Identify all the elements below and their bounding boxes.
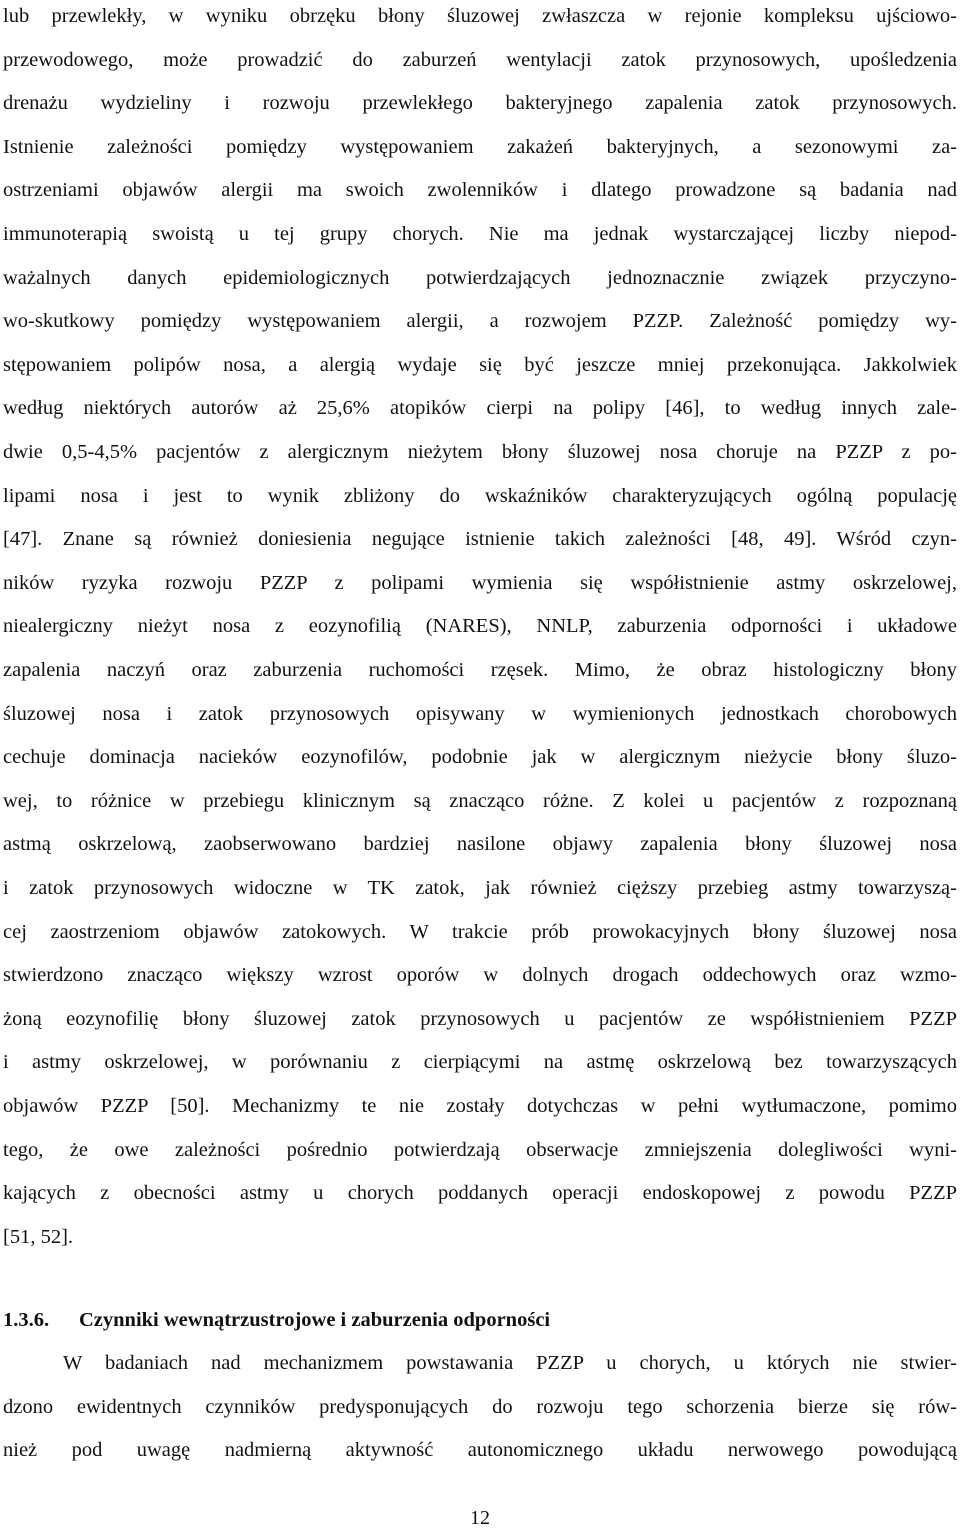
text-line: dwie 0,5-4,5% pacjentów z alergicznym nieżytem błony śluzowej nosa choruje na PZZP z po- (3, 441, 957, 463)
text-line: tego, że owe zależności pośrednio potwierdzają obserwacje zmniejszenia dolegliwości wyni- (3, 1138, 957, 1161)
text-line: wej, to różnice w przebiegu klinicznym są znacząco różne. Z kolei u pacjentów z rozpoznaną (3, 789, 957, 812)
text-line: kających z obecności astmy u chorych poddanych operacji endoskopowej z powodu PZZP (3, 1182, 957, 1205)
text-line: ważalnych danych epidemiologicznych potwierdzających jednoznacznie związek przyczyno- (3, 266, 957, 289)
text-line: drenażu wydzieliny i rozwoju przewlekłego bakteryjnego zapalenia zatok przynosowych. (3, 92, 957, 115)
section-number: 1.3.6. (3, 1309, 50, 1331)
text-line: i zatok przynosowych widoczne w TK zatok, jak również cięższy przebieg astmy towarzyszą- (3, 877, 957, 899)
text-line: W badaniach nad mechanizmem powstawania PZZP u chorych, u których nie stwier- (63, 1352, 957, 1374)
text-line: niealergiczny nieżyt nosa z eozynofilią (NARES), NNLP, zaburzenia odporności i układowe (3, 615, 957, 638)
text-line: immunoterapią swoistą u tej grupy chorych. Nie ma jednak wystarczającej liczby niepod- (3, 223, 957, 245)
text-line: cej zaostrzeniom objawów zatokowych. W trakcie prób prowokacyjnych błony śluzowej nosa (3, 920, 957, 943)
text-line: śluzowej nosa i zatok przynosowych opisywany w wymienionych jednostkach chorobowych (3, 702, 957, 725)
text-line: Istnienie zależności pomiędzy występowaniem zakażeń bakteryjnych, a sezonowymi za- (3, 135, 957, 158)
text-line: nież pod uwagę nadmierną aktywność autonomicznego układu nerwowego powodującą (3, 1439, 957, 1462)
text-line: ostrzeniami objawów alergii ma swoich zwolenników i dlatego prowadzone są badania nad (3, 179, 957, 202)
text-line: dzono ewidentnych czynników predysponujących do rozwoju tego schorzenia bierze się rów- (3, 1395, 957, 1418)
section-heading (3, 1306, 957, 1334)
text-line: stępowaniem polipów nosa, a alergią wydaje się być jeszcze mniej przekonująca. Jakkolwiek (3, 353, 957, 376)
text-line: [51, 52]. (3, 1225, 74, 1248)
text-line: lipami nosa i jest to wynik zbliżony do wskaźników charakteryzujących ogólną populację (3, 484, 957, 507)
text-line: objawów PZZP [50]. Mechanizmy te nie zostały dotychczas w pełni wytłumaczone, pomimo (3, 1095, 957, 1117)
text-line: astmą oskrzelową, zaobserwowano bardziej nasilone objawy zapalenia błony śluzowej nosa (3, 833, 957, 856)
text-line: wo-skutkowy pomiędzy występowaniem alergii, a rozwojem PZZP. Zależność pomiędzy wy- (3, 310, 957, 333)
text-line: [47]. Znane są również doniesienia negujące istnienie takich zależności [48, 49]. Wśród czyn- (3, 528, 957, 551)
page-number: 12 (470, 1507, 490, 1529)
text-line: zapalenia naczyń oraz zaburzenia ruchomości rzęsek. Mimo, że obraz histologiczny błony (3, 659, 957, 681)
text-line: i astmy oskrzelowej, w porównaniu z cierpiącymi na astmę oskrzelową bez towarzyszących (3, 1051, 957, 1074)
text-line: według niektórych autorów aż 25,6% atopików cierpi na polipy [46], to według innych zale- (3, 397, 957, 420)
text-line: ników ryzyka rozwoju PZZP z polipami wymienia się współistnienie astmy oskrzelowej, (3, 571, 957, 594)
text-line: cechuje dominacja nacieków eozynofilów, podobnie jak w alergicznym nieżycie błony śluzo- (3, 746, 957, 769)
text-line: przewodowego, może prowadzić do zaburzeń wentylacji zatok przynosowych, upośledzenia (3, 48, 957, 71)
text-line: lub przewlekły, w wyniku obrzęku błony śluzowej zwłaszcza w rejonie kompleksu ujściowo- (3, 5, 957, 27)
text-line: stwierdzono znacząco większy wzrost oporów w dolnych drogach oddechowych oraz wzmo- (3, 964, 957, 987)
text-line: żoną eozynofilię błony śluzowej zatok przynosowych u pacjentów ze współistnieniem PZZP (3, 1007, 957, 1030)
section-title: Czynniki wewnątrzustrojowe i zaburzenia odporności (79, 1309, 551, 1331)
